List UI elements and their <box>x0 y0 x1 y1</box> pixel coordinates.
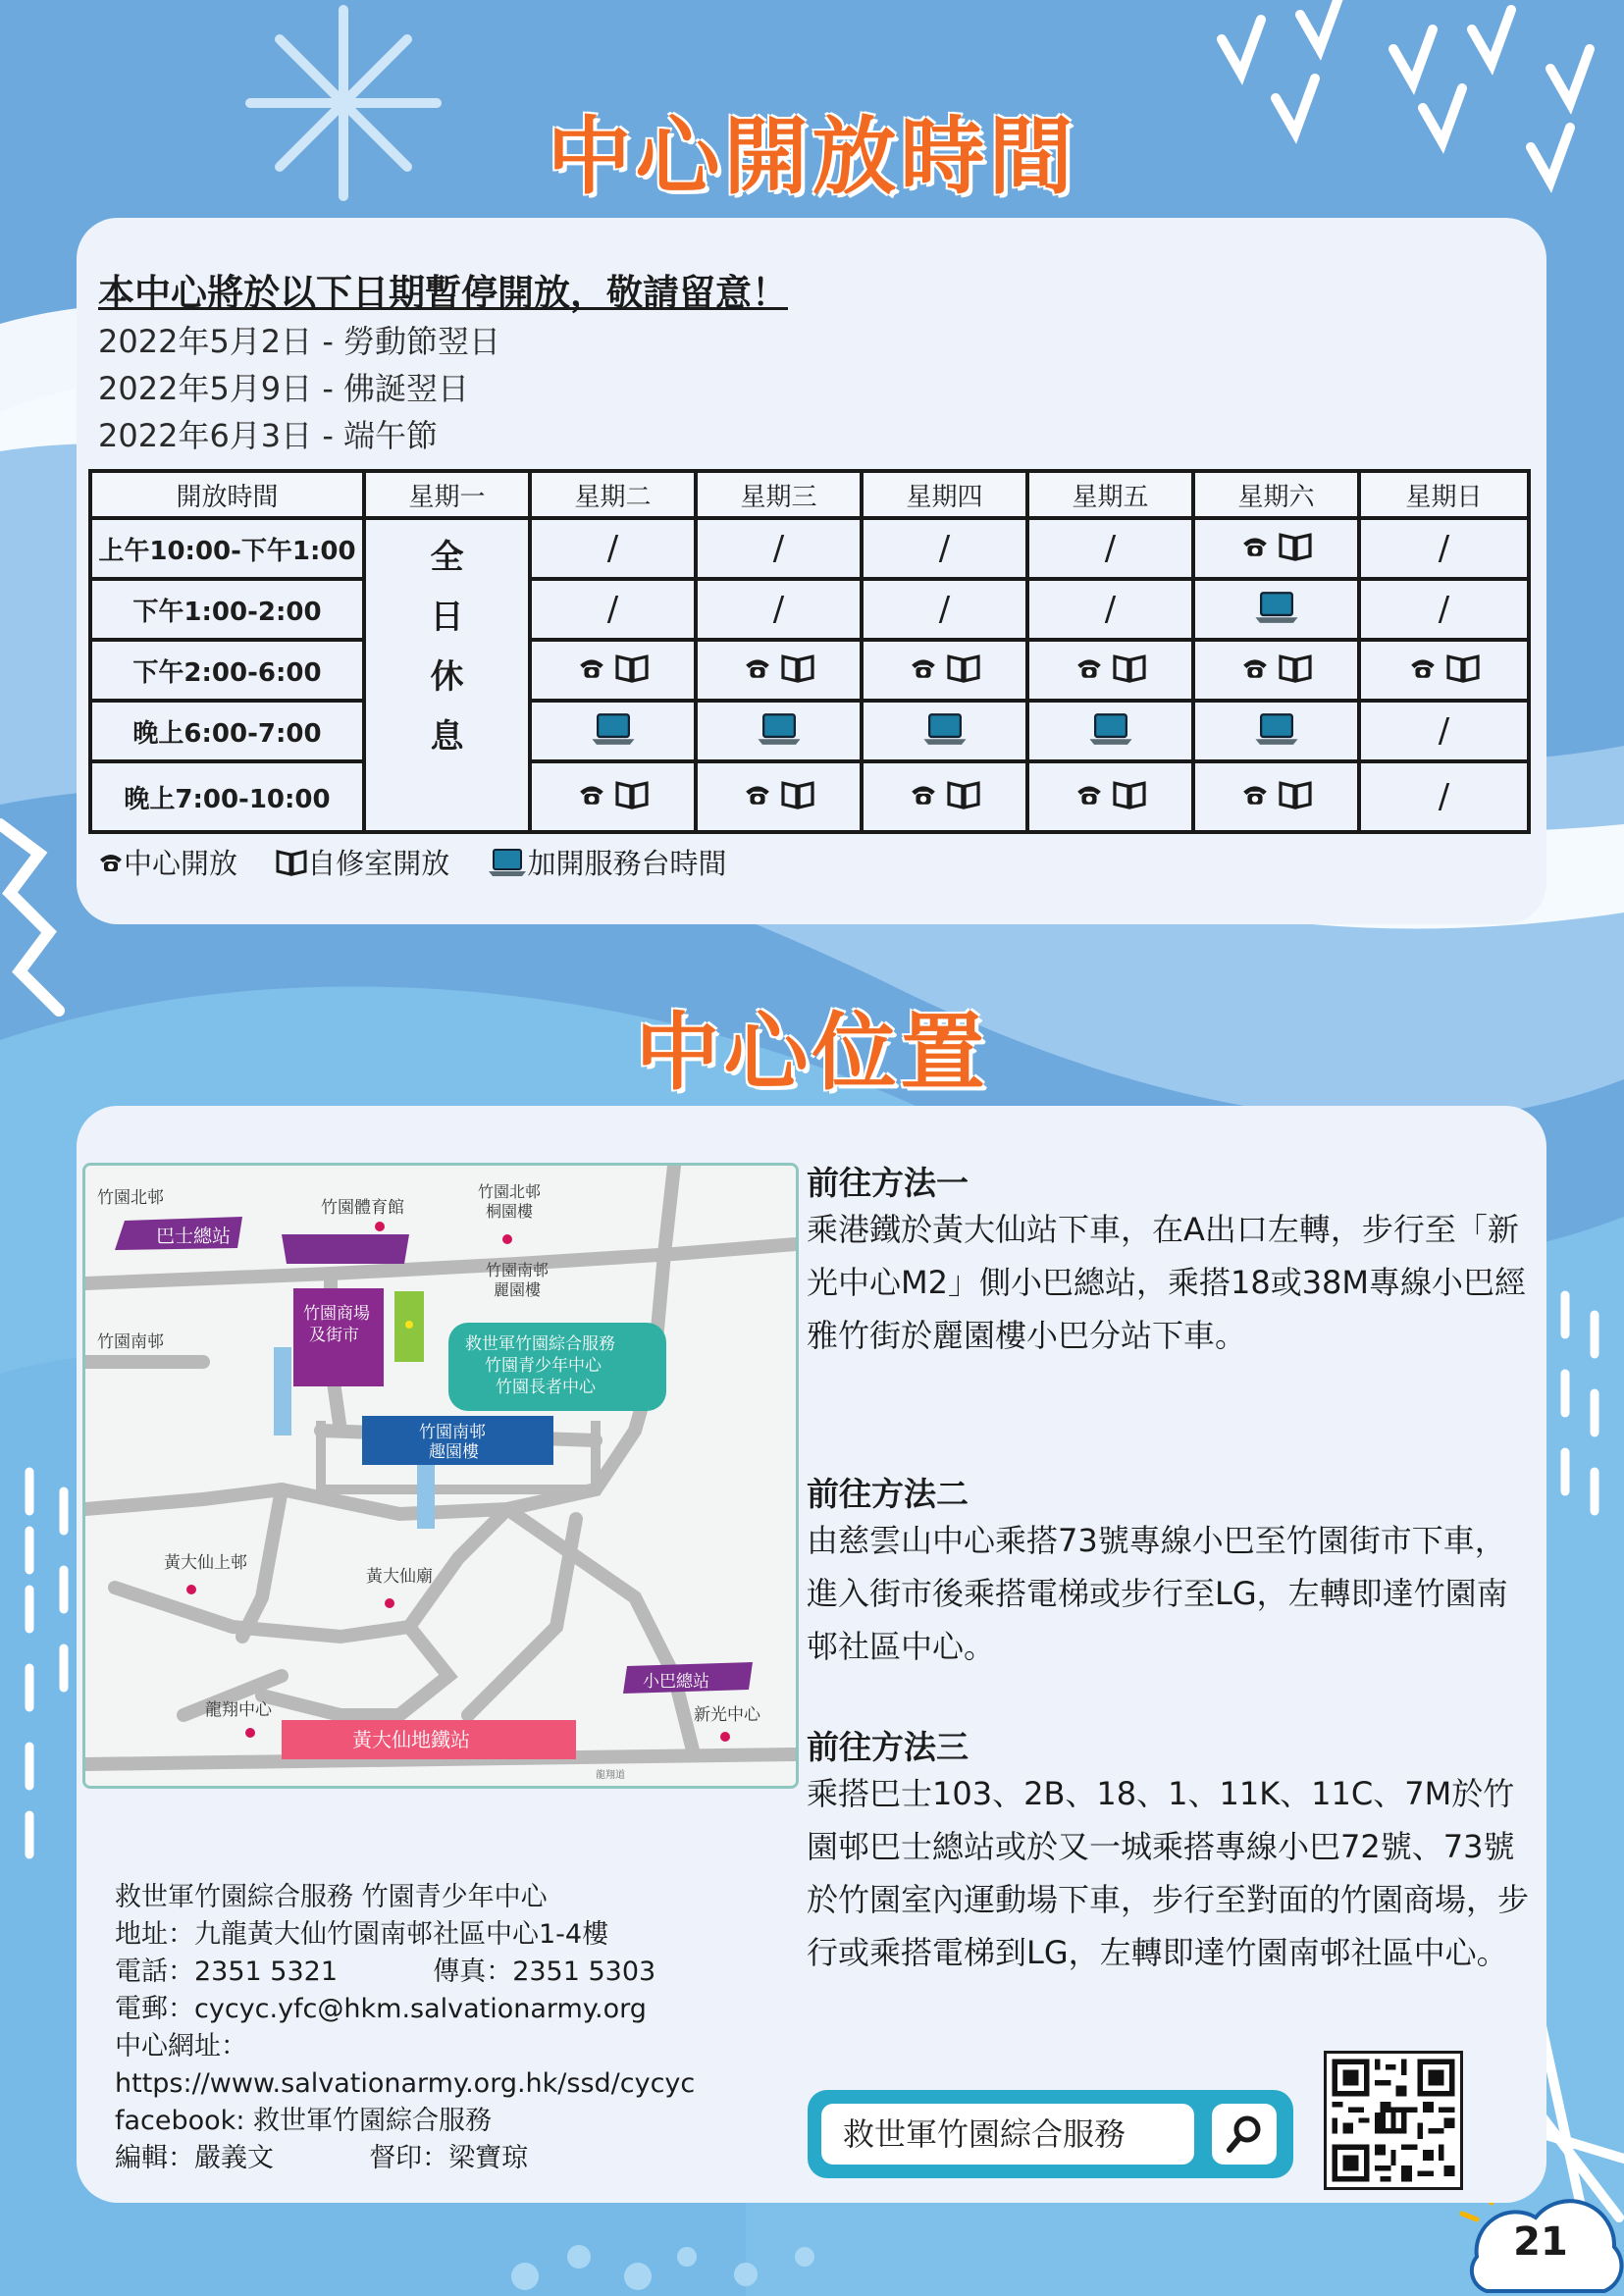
search-bar <box>808 2090 1293 2178</box>
phone-icon <box>743 654 772 686</box>
legend-item <box>98 847 246 880</box>
contact-email[interactable]: 電郵：cycyc.yfc@hkm.salvationarmy.org <box>115 1994 647 2024</box>
notice-date: 2022年5月9日 - 佛誕翌日 <box>98 370 470 407</box>
not-open-mark: / <box>1104 529 1117 568</box>
table-header-cell: 星期日 <box>1359 471 1529 518</box>
map-label-centre: 竹園長者中心 <box>496 1378 596 1397</box>
laptop-icon <box>591 712 636 750</box>
phone-icon <box>577 654 606 686</box>
map-label-south: 竹園南邨 <box>97 1332 164 1352</box>
contact-facebook[interactable]: facebook: 救世軍竹園綜合服務 <box>115 2106 492 2136</box>
not-open-mark: / <box>606 529 619 568</box>
map-label-wts-upper: 黃大仙上邨 <box>164 1553 247 1573</box>
schedule-cell <box>1027 640 1193 701</box>
phone-icon <box>1074 781 1104 812</box>
not-open-mark: / <box>1438 777 1450 816</box>
contact-supervisor: 督印：梁寶琼 <box>369 2143 529 2173</box>
route-body: 由慈雲山中心乘搭73號專線小巴至竹園街市下車，進入街市後乘搭電梯或步行至LG，左轉即達竹園南邨社區中心。 <box>807 1522 1508 1665</box>
schedule-cell <box>530 579 696 640</box>
phone-icon <box>1240 781 1270 812</box>
table-row <box>90 701 1529 761</box>
contact-fax: 傳真：2351 5303 <box>433 1957 656 1987</box>
laptop-icon <box>1254 591 1299 628</box>
schedule-cell <box>1193 701 1359 761</box>
time-slot-cell: 下午2:00-6:00 <box>90 640 364 701</box>
schedule-cell <box>1193 579 1359 640</box>
schedule-cell <box>696 640 862 701</box>
table-row <box>90 579 1529 640</box>
route-body: 乘港鐵於黃大仙站下車，在A出口左轉，步行至「新光中心M2」側小巴總站，乘搭18或38M專線小巴經雅竹街於麗園樓小巴分站下車。 <box>807 1211 1527 1354</box>
book-icon <box>1278 653 1313 687</box>
search-icon <box>1226 2113 1265 2159</box>
route-title: 前往方法三 <box>807 1728 969 1766</box>
opening-hours-table <box>88 469 1531 834</box>
legend <box>98 842 756 884</box>
schedule-cell <box>862 761 1027 832</box>
monday-closed-char: 全 <box>430 538 464 577</box>
table-header-cell: 星期四 <box>862 471 1027 518</box>
schedule-cell <box>1359 518 1529 579</box>
schedule-cell <box>696 701 862 761</box>
not-open-mark: / <box>1438 590 1450 629</box>
not-open-mark: / <box>1104 590 1117 629</box>
schedule-cell <box>1027 761 1193 832</box>
book-icon <box>614 653 650 687</box>
contact-info <box>115 1879 743 2177</box>
schedule-cell <box>1359 701 1529 761</box>
phone-icon <box>1074 654 1104 686</box>
legend-label: 自修室開放 <box>307 847 450 880</box>
table-header-cell: 星期三 <box>696 471 862 518</box>
notice-date: 2022年5月2日 - 勞動節翌日 <box>98 323 501 360</box>
time-slot-cell: 晚上6:00-7:00 <box>90 701 364 761</box>
notice-title: 本中心將於以下日期暫停開放，敬請留意！ <box>98 272 788 314</box>
book-icon <box>946 780 981 813</box>
location-map <box>82 1163 799 1789</box>
schedule-cell <box>1359 579 1529 640</box>
phone-icon <box>1240 654 1270 686</box>
book-icon <box>1278 532 1313 565</box>
schedule-cell <box>1027 579 1193 640</box>
legend-item <box>488 847 726 880</box>
route-body: 乘搭巴士103、2B、18、1、11K、11C、7M於竹園邨巴士總站或於又一城乘搭專線小巴72號、73號於竹園室內運動場下車，步行至對面的竹園商場，步行或乘搭電梯到LG，左轉即達竹園南邨社區中心。 <box>807 1775 1530 1971</box>
map-label-chui-yuen: 竹園南邨趣園樓 <box>419 1423 486 1462</box>
not-open-mark: / <box>772 529 785 568</box>
time-slot-cell: 晚上7:00-10:00 <box>90 761 364 832</box>
table-header-cell: 星期六 <box>1193 471 1359 518</box>
schedule-cell <box>862 518 1027 579</box>
contact-editor: 編輯：嚴義文 <box>115 2143 274 2173</box>
schedule-cell <box>1193 761 1359 832</box>
map-label-centre: 竹園青少年中心 <box>485 1356 602 1376</box>
book-icon <box>614 780 650 813</box>
phone-icon <box>909 654 938 686</box>
schedule-cell <box>530 518 696 579</box>
legend-label: 中心開放 <box>124 847 238 880</box>
contact-address: 地址：九龍黃大仙竹園南邨社區中心1-4樓 <box>115 1919 609 1950</box>
phone-icon <box>1408 654 1438 686</box>
monday-closed-char: 休 <box>430 657 464 697</box>
phone-icon <box>909 781 938 812</box>
map-label-temple: 黃大仙廟 <box>366 1567 433 1587</box>
book-icon <box>780 780 815 813</box>
book-icon <box>1112 653 1147 687</box>
table-header-cell: 星期一 <box>364 471 530 518</box>
schedule-cell <box>1193 640 1359 701</box>
laptop-icon <box>488 848 527 884</box>
monday-closed-char: 息 <box>430 717 464 757</box>
map-label-lai-yuen: 竹園南邨麗園樓 <box>486 1261 550 1299</box>
phone-icon <box>577 781 606 812</box>
map-label-sports: 竹園體育館 <box>321 1198 404 1218</box>
qr-code <box>1324 2051 1463 2190</box>
laptop-icon <box>1254 712 1299 750</box>
time-slot-cell: 下午1:00-2:00 <box>90 579 364 640</box>
schedule-cell <box>530 701 696 761</box>
contact-org: 救世軍竹園綜合服務 竹園青少年中心 <box>115 1882 548 1912</box>
contact-phone-fax <box>115 1954 743 1991</box>
schedule-cell <box>1027 518 1193 579</box>
phone-icon <box>743 781 772 812</box>
table-header-cell: 星期五 <box>1027 471 1193 518</box>
not-open-mark: / <box>938 590 951 629</box>
phone-icon <box>98 849 124 882</box>
not-open-mark: / <box>772 590 785 629</box>
contact-credits <box>115 2140 743 2177</box>
map-label-north: 竹園北邨 <box>97 1188 164 1208</box>
map-label-mtr: 黃大仙地鐵站 <box>352 1728 470 1751</box>
legend-label: 加開服務台時間 <box>527 847 727 880</box>
schedule-cell <box>696 518 862 579</box>
laptop-icon <box>922 712 968 750</box>
phone-icon <box>1240 533 1270 564</box>
monday-closed-cell <box>364 518 530 832</box>
time-slot-cell: 上午10:00-下午1:00 <box>90 518 364 579</box>
map-label-centre: 救世軍竹園綜合服務 <box>465 1334 615 1354</box>
table-header-cell: 開放時間 <box>90 471 364 518</box>
schedule-cell <box>530 761 696 832</box>
schedule-cell <box>1193 518 1359 579</box>
contact-website-label: 中心網址： <box>115 2031 247 2061</box>
map-label-shopping: 竹園商場及街市 <box>303 1304 370 1345</box>
map-label-tung-yuen: 竹園北邨桐園樓 <box>478 1182 542 1221</box>
schedule-cell <box>696 579 862 640</box>
search-button[interactable] <box>1212 2104 1277 2165</box>
book-icon <box>946 653 981 687</box>
not-open-mark: / <box>1438 711 1450 751</box>
monday-closed-char: 日 <box>430 598 464 637</box>
map-label-bus: 巴士總站 <box>156 1226 232 1247</box>
page-number: 21 <box>1513 2219 1568 2265</box>
search-input[interactable]: 救世軍竹園綜合服務 <box>821 2104 1194 2165</box>
schedule-cell <box>862 640 1027 701</box>
laptop-icon <box>757 712 802 750</box>
schedule-cell <box>862 701 1027 761</box>
laptop-icon <box>1088 712 1133 750</box>
table-row <box>90 640 1529 701</box>
book-icon <box>1112 780 1147 813</box>
contact-website-link[interactable]: https://www.salvationarmy.org.hk/ssd/cycyc <box>115 2068 696 2099</box>
table-row <box>90 518 1529 579</box>
table-row <box>90 761 1529 832</box>
map-label-road: 龍翔道 <box>596 1770 625 1781</box>
schedule-cell <box>1359 640 1529 701</box>
table-header-row <box>90 471 1529 518</box>
schedule-cell <box>696 761 862 832</box>
book-icon <box>1445 653 1481 687</box>
schedule-cell <box>530 640 696 701</box>
not-open-mark: / <box>1438 529 1450 568</box>
legend-item <box>276 847 458 880</box>
not-open-mark: / <box>938 529 951 568</box>
schedule-cell <box>1359 761 1529 832</box>
map-label-temple-mall: 新光中心 <box>694 1705 760 1725</box>
location-heading: 中心位置 <box>635 1004 989 1102</box>
route-title: 前往方法一 <box>807 1164 969 1202</box>
map-label-minibus: 小巴總站 <box>643 1672 709 1692</box>
hours-heading: 中心開放時間 <box>547 108 1077 206</box>
contact-phone: 電話：2351 5321 <box>115 1957 339 1987</box>
table-header-cell: 星期二 <box>530 471 696 518</box>
notice-date: 2022年6月3日 - 端午節 <box>98 417 439 454</box>
schedule-cell <box>862 579 1027 640</box>
book-icon <box>276 849 307 883</box>
book-icon <box>780 653 815 687</box>
not-open-mark: / <box>606 590 619 629</box>
schedule-cell <box>1027 701 1193 761</box>
book-icon <box>1278 780 1313 813</box>
map-label-lung-cheung: 龍翔中心 <box>205 1700 272 1720</box>
route-title: 前往方法二 <box>807 1475 969 1513</box>
